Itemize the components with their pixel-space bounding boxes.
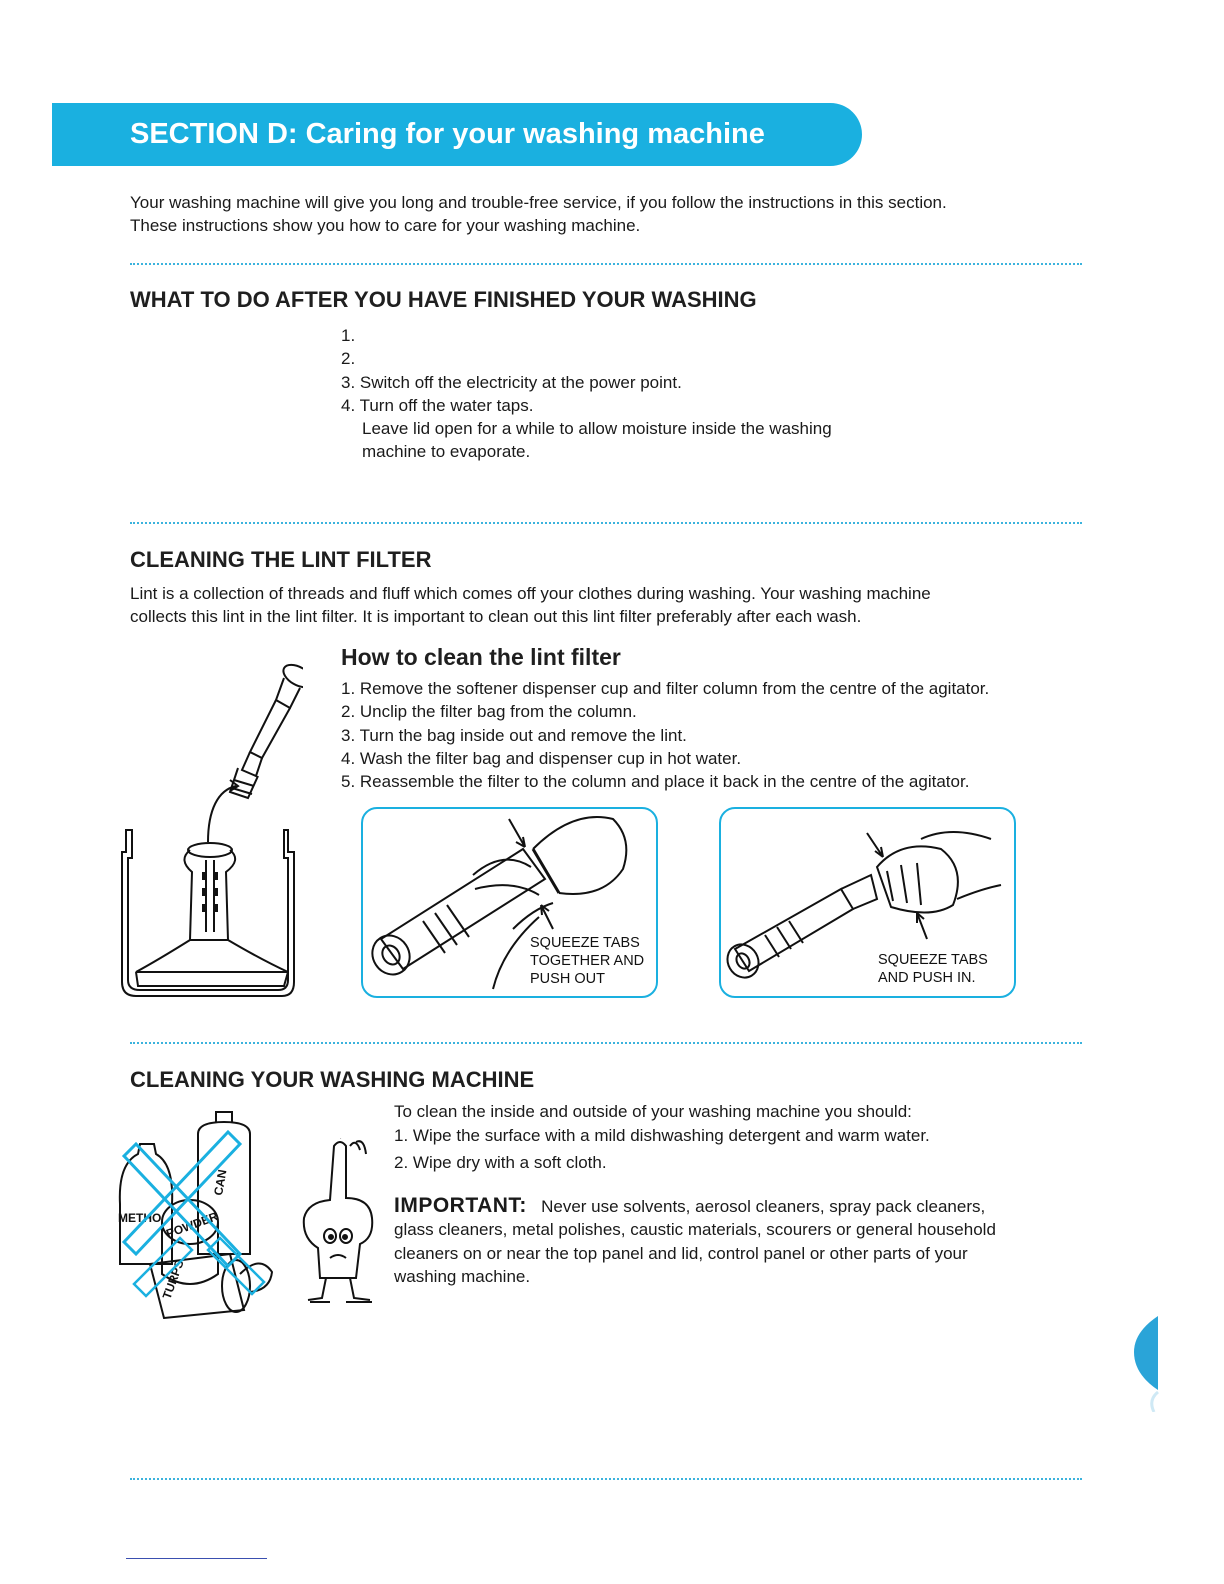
intro-line-1: Your washing machine will give you long and trouble-free service, if you follow the instructions in this section. <box>130 193 947 212</box>
caption-line: TOGETHER AND <box>530 953 645 969</box>
finger-character-illustration <box>300 1138 385 1310</box>
section-title: SECTION D: Caring for your washing machine <box>130 118 765 150</box>
cleaning-intro: To clean the inside and outside of your washing machine you should: <box>394 1102 912 1121</box>
list-item: 3. Switch off the electricity at the power point. <box>341 372 682 392</box>
important-line: Never use solvents, aerosol cleaners, spray pack cleaners, <box>541 1197 986 1216</box>
footer-rule <box>126 1558 267 1559</box>
cleaning-step-1: 1. Wipe the surface with a mild dishwashing detergent and warm water. <box>394 1126 930 1145</box>
important-line: cleaners on or near the top panel and lid, control panel or other parts of your <box>394 1243 968 1263</box>
bottle-label: METHO <box>118 1211 162 1225</box>
bottle-label: TURPS <box>159 1258 187 1302</box>
squeeze-out-panel <box>361 807 658 998</box>
list-item: 3. Turn the bag inside out and remove the lint. <box>341 725 687 745</box>
important-notice <box>394 1194 1054 1288</box>
list-item: 2. <box>341 349 356 369</box>
list-item: 2. Unclip the filter bag from the column. <box>341 702 637 722</box>
after-washing-note-1: Leave lid open for a while to allow moisture inside the washing <box>362 419 832 439</box>
important-line: glass cleaners, metal polishes, caustic materials, scourers or general household <box>394 1220 996 1240</box>
divider <box>130 1042 1082 1044</box>
lint-intro-line-2: collects this lint in the lint filter. It is important to clean out this lint filter preferably after each wash. <box>130 607 862 626</box>
divider <box>130 263 1082 265</box>
important-line: washing machine. <box>394 1266 531 1286</box>
caption-line: SQUEEZE TABS <box>530 935 640 951</box>
after-washing-heading: WHAT TO DO AFTER YOU HAVE FINISHED YOUR WASHING <box>130 287 757 312</box>
page-edge-tab-icon <box>1130 1312 1160 1412</box>
panel2-caption <box>878 951 988 987</box>
lint-filter-heading: CLEANING THE LINT FILTER <box>130 547 432 572</box>
bottle-label: POWDER <box>164 1209 220 1241</box>
intro-line-2: These instructions show you how to care for your washing machine. <box>130 216 641 235</box>
cleaning-machine-heading: CLEANING YOUR WASHING MACHINE <box>130 1067 535 1092</box>
after-washing-list <box>341 324 832 464</box>
lint-steps-list <box>341 677 989 793</box>
caption-line: SQUEEZE TABS <box>878 952 988 968</box>
panel1-caption <box>530 934 644 988</box>
list-item: 1. <box>341 326 356 345</box>
divider <box>130 1478 1082 1480</box>
divider <box>130 522 1082 524</box>
forbidden-cleaners-illustration <box>110 1104 280 1319</box>
lint-intro-line-1: Lint is a collection of threads and fluff which comes off your clothes during washing. Your washing machine <box>130 584 931 603</box>
agitator-illustration <box>118 660 303 1002</box>
list-item: 4. Turn off the water taps. <box>341 395 534 415</box>
list-item: 1. Remove the softener dispenser cup and filter column from the centre of the agitator. <box>341 679 990 698</box>
bottle-label: CAN <box>211 1168 230 1197</box>
squeeze-in-panel <box>719 807 1016 998</box>
caption-line: PUSH OUT <box>530 971 605 987</box>
caption-line: AND PUSH IN. <box>878 970 976 986</box>
important-label: IMPORTANT: <box>394 1194 527 1217</box>
after-washing-note-2: machine to evaporate. <box>362 442 531 462</box>
cleaning-step-2: 2. Wipe dry with a soft cloth. <box>394 1153 607 1172</box>
list-item: 4. Wash the filter bag and dispenser cup in hot water. <box>341 748 742 768</box>
list-item: 5. Reassemble the filter to the column and place it back in the centre of the agitator. <box>341 772 970 792</box>
lint-howto-subheading: How to clean the lint filter <box>341 644 621 670</box>
